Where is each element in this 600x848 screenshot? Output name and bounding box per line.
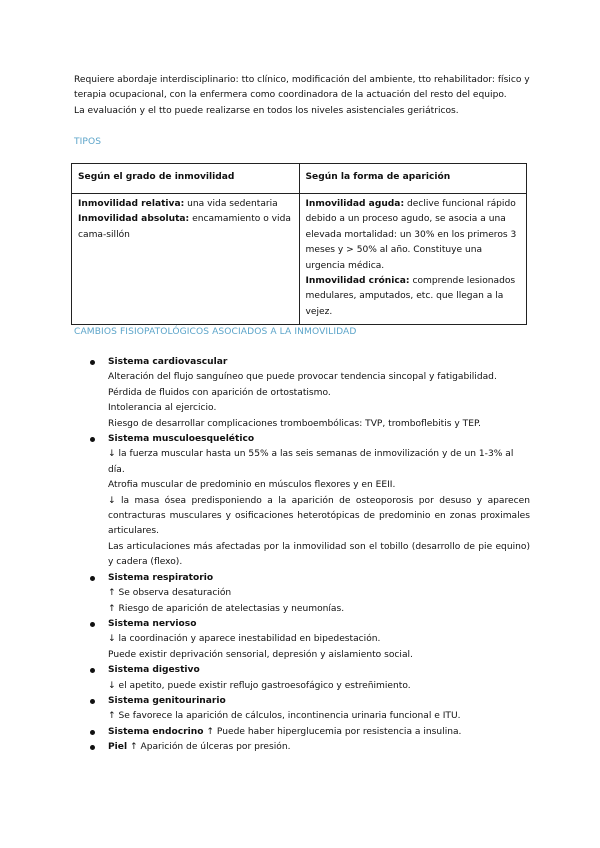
table-header-row bbox=[72, 164, 527, 194]
type-text: encamamiento o vida cama-sillón bbox=[78, 214, 291, 240]
list-item bbox=[90, 663, 530, 694]
system-detail: ↓ la coordinación y aparece inestabilidad en bipedestación. bbox=[108, 634, 381, 645]
type-text: una vida sedentaria bbox=[184, 199, 278, 209]
type-label: Inmovilidad aguda: bbox=[305, 199, 405, 209]
type-text: comprende lesionados medulares, amputados, etc. que llegan a la vejez. bbox=[305, 276, 516, 317]
bullet-icon bbox=[90, 622, 95, 627]
intro-line: Requiere abordaje interdisciplinario: tto clínico, modificación del ambiente, tto rehabilitador: físico y terapia ocupacional, con la enfermera como coordinadora de la actuación del resto del equipo. bbox=[74, 75, 530, 101]
system-name: Sistema genitourinario bbox=[108, 695, 226, 706]
system-detail: ↑ Se favorece la aparición de cálculos, incontinencia urinaria funcional e ITU. bbox=[108, 711, 461, 722]
intro-line: La evaluación y el tto puede realizarse en todos los niveles asistenciales geriátricos. bbox=[74, 105, 459, 116]
system-detail: ↑ Riesgo de aparición de atelectasias y neumonías. bbox=[108, 603, 345, 614]
system-name: Sistema digestivo bbox=[108, 665, 200, 676]
section-title-cambios: CAMBIOS FISIOPATOLÓGICOS ASOCIADOS A LA INMOVILIDAD bbox=[74, 327, 357, 337]
list-item bbox=[90, 725, 530, 740]
system-name: Piel bbox=[108, 742, 128, 753]
system-detail: Las articulaciones más afectadas por la inmovilidad son el tobillo (desarrollo de pie equino) y cadera (flexo). bbox=[108, 541, 530, 568]
bullet-icon bbox=[90, 745, 95, 750]
bullet-icon bbox=[90, 699, 95, 704]
list-item bbox=[90, 355, 530, 432]
bullet-icon bbox=[90, 668, 95, 673]
list-item bbox=[90, 740, 530, 755]
system-detail: Intolerancia al ejercicio. bbox=[108, 403, 217, 414]
system-name: Sistema respiratorio bbox=[108, 572, 214, 583]
system-detail: ↓ la masa ósea predisponiendo a la aparición de osteoporosis por desuso y aparecen contracturas musculares y osificaciones heterotópicas de predominio en zonas proximales articulares. bbox=[108, 495, 530, 537]
system-detail: Alteración del flujo sanguíneo que puede provocar tendencia sincopal y fatigabilidad. bbox=[108, 372, 497, 383]
system-inline bbox=[108, 725, 530, 740]
type-text: declive funcional rápido debido a un proceso agudo, se asocia a una elevada mortalidad: un 30% en los primeros 3 meses y > 50% al año. Constituye una urgencia médica. bbox=[305, 199, 517, 271]
system-name: Sistema nervioso bbox=[108, 618, 197, 629]
system-detail: ↓ la fuerza muscular hasta un 55% a las seis semanas de inmovilización y de un 1-3% al día. bbox=[108, 449, 514, 475]
list-item bbox=[90, 617, 530, 663]
bullet-icon bbox=[90, 360, 95, 365]
types-table bbox=[71, 163, 527, 325]
list-item bbox=[90, 432, 530, 571]
system-inline bbox=[108, 740, 530, 755]
system-detail: Pérdida de fluidos con aparición de ortostatismo. bbox=[108, 387, 331, 398]
system-detail: Atrofia muscular de predominio en músculos flexores y en EEII. bbox=[108, 480, 396, 491]
table-header-cell: Según la forma de aparición bbox=[299, 164, 527, 194]
system-detail: Puede existir deprivación sensorial, depresión y aislamiento social. bbox=[108, 649, 413, 660]
list-item bbox=[90, 694, 530, 725]
type-label: Inmovilidad absoluta: bbox=[78, 214, 190, 225]
bullet-icon bbox=[90, 437, 95, 442]
intro-paragraph bbox=[74, 73, 534, 119]
type-label: Inmovilidad crónica: bbox=[305, 276, 410, 287]
table-cell-grado bbox=[72, 194, 300, 325]
table-header-cell: Según el grado de inmovilidad bbox=[72, 164, 300, 194]
system-name: Sistema musculoesquelético bbox=[108, 434, 255, 445]
type-entry bbox=[306, 197, 521, 274]
system-name: Sistema endocrino bbox=[108, 726, 204, 737]
type-label: Inmovilidad relativa: bbox=[78, 199, 185, 209]
system-name: Sistema cardiovascular bbox=[108, 357, 228, 367]
system-detail: ↓ el apetito, puede existir reflujo gastroesofágico y estreñimiento. bbox=[108, 680, 411, 691]
bullet-icon bbox=[90, 576, 95, 581]
system-detail: Riesgo de desarrollar complicaciones tromboembólicas: TVP, tromboflebitis y TEP. bbox=[108, 418, 481, 429]
type-entry bbox=[306, 274, 521, 320]
system-detail: ↑ Aparición de úlceras por presión. bbox=[127, 742, 291, 753]
systems-list bbox=[90, 355, 530, 756]
type-entry bbox=[78, 197, 293, 212]
section-title-tipos: TIPOS bbox=[74, 137, 102, 147]
type-entry bbox=[78, 212, 293, 243]
list-item bbox=[90, 571, 530, 617]
system-detail: ↑ Puede haber hiperglucemia por resistencia a insulina. bbox=[203, 726, 462, 737]
table-cell-forma bbox=[299, 194, 527, 325]
system-detail: ↑ Se observa desaturación bbox=[108, 588, 232, 599]
bullet-icon bbox=[90, 730, 95, 735]
table-row bbox=[72, 194, 527, 325]
